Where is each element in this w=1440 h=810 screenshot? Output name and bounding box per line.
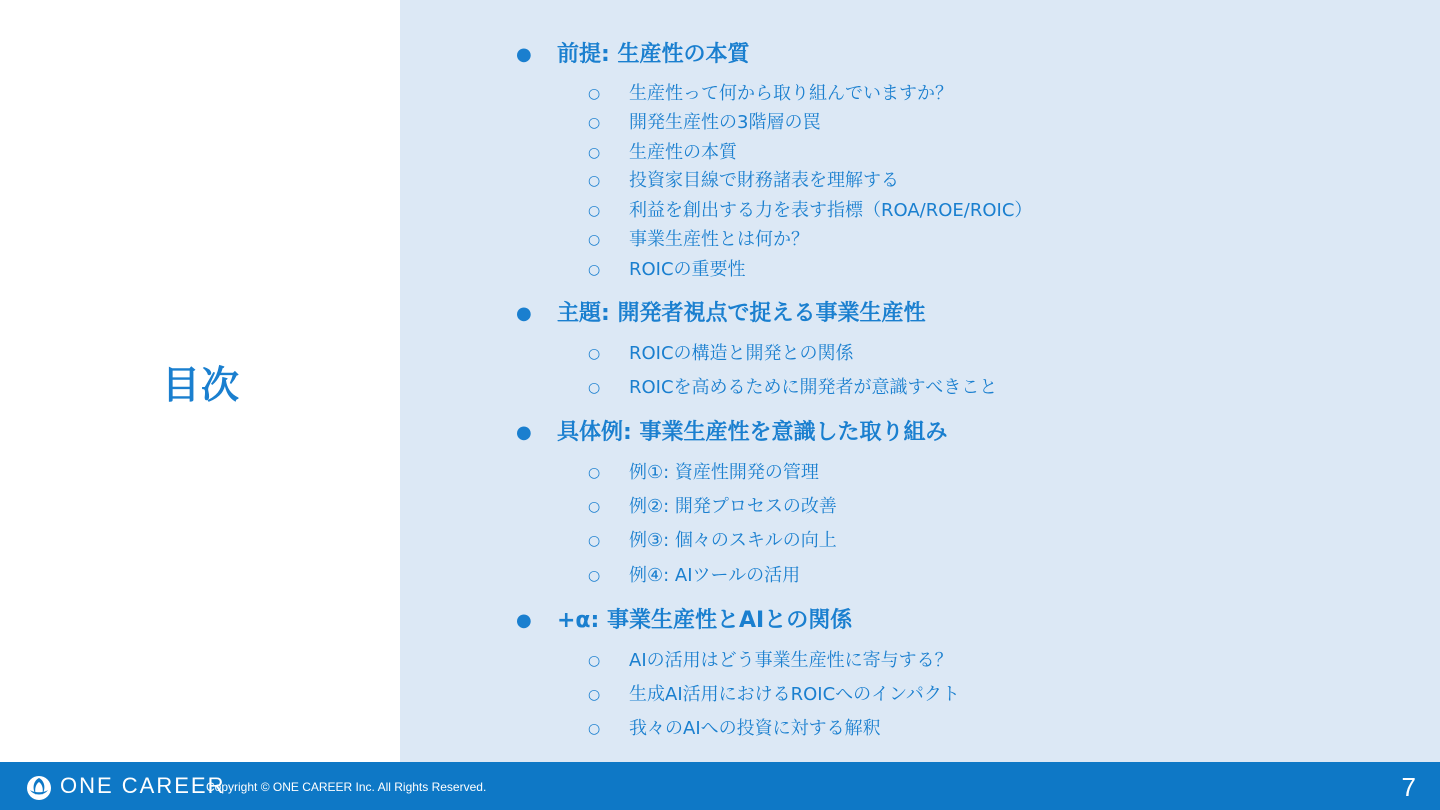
slide-title: 目次 bbox=[162, 363, 241, 407]
sub-bullet-icon: ○ bbox=[588, 115, 601, 131]
sub-bullet-icon: ○ bbox=[588, 86, 601, 102]
toc-item-label: 生産性って何から取り組んでいますか？ bbox=[629, 83, 953, 104]
bullet-icon: ● bbox=[516, 44, 532, 65]
toc-item-label: 開発生産性の3階層の罠 bbox=[629, 112, 821, 133]
toc-item-label: 例④: AIツールの活用 bbox=[629, 565, 801, 586]
copyright-text: Copyright © ONE CAREER Inc. All Rights Reserved. bbox=[206, 780, 487, 794]
sub-bullet-icon: ○ bbox=[588, 346, 601, 362]
sub-bullet-icon: ○ bbox=[588, 232, 601, 248]
left-pane bbox=[0, 0, 400, 762]
toc-item-label: 投資家目線で財務諸表を理解する bbox=[629, 170, 899, 191]
toc-item-label: 利益を創出する力を表す指標（ROA/ROE/ROIC） bbox=[629, 200, 1033, 221]
sub-bullet-icon: ○ bbox=[588, 568, 601, 584]
page-number: 7 bbox=[1401, 772, 1416, 802]
bullet-icon: ● bbox=[516, 610, 532, 631]
sub-bullet-icon: ○ bbox=[588, 721, 601, 737]
section-heading: 具体例: 事業生産性を意識した取り組み bbox=[557, 420, 948, 445]
sub-bullet-icon: ○ bbox=[588, 262, 601, 278]
sub-bullet-icon: ○ bbox=[588, 203, 601, 219]
bullet-icon: ● bbox=[516, 303, 532, 324]
onecareer-logo-icon bbox=[26, 775, 52, 801]
toc-item-label: 事業生産性とは何か？ bbox=[629, 229, 809, 250]
sub-bullet-icon: ○ bbox=[588, 499, 601, 515]
sub-bullet-icon: ○ bbox=[588, 173, 601, 189]
toc-item-label: AIの活用はどう事業生産性に寄与する？ bbox=[629, 650, 953, 671]
section-heading: +α: 事業生産性とAIとの関係 bbox=[557, 608, 853, 633]
sub-bullet-icon: ○ bbox=[588, 380, 601, 396]
bullet-icon: ● bbox=[516, 422, 532, 443]
toc-item-label: 生成AI活用におけるROICへのインパクト bbox=[629, 684, 960, 705]
toc-item-label: 例①: 資産性開発の管理 bbox=[629, 462, 819, 483]
brand-name: ONE CAREER bbox=[60, 773, 226, 798]
sub-bullet-icon: ○ bbox=[588, 687, 601, 703]
section-heading: 主題: 開発者視点で捉える事業生産性 bbox=[557, 301, 926, 326]
toc-item-label: 例②: 開発プロセスの改善 bbox=[629, 496, 837, 517]
footer-bar bbox=[0, 762, 1440, 810]
sub-bullet-icon: ○ bbox=[588, 465, 601, 481]
toc-item-label: ROICの重要性 bbox=[629, 259, 746, 280]
toc-item-label: 生産性の本質 bbox=[629, 142, 737, 163]
toc-item-label: 例③: 個々のスキルの向上 bbox=[629, 530, 837, 551]
sub-bullet-icon: ○ bbox=[588, 533, 601, 549]
toc-item-label: ROICを高めるために開発者が意識すべきこと bbox=[629, 377, 998, 398]
toc-item-label: 我々のAIへの投資に対する解釈 bbox=[629, 718, 881, 739]
toc-item-label: ROICの構造と開発との関係 bbox=[629, 343, 854, 364]
section-heading: 前提: 生産性の本質 bbox=[557, 42, 750, 67]
sub-bullet-icon: ○ bbox=[588, 145, 601, 161]
sub-bullet-icon: ○ bbox=[588, 653, 601, 669]
